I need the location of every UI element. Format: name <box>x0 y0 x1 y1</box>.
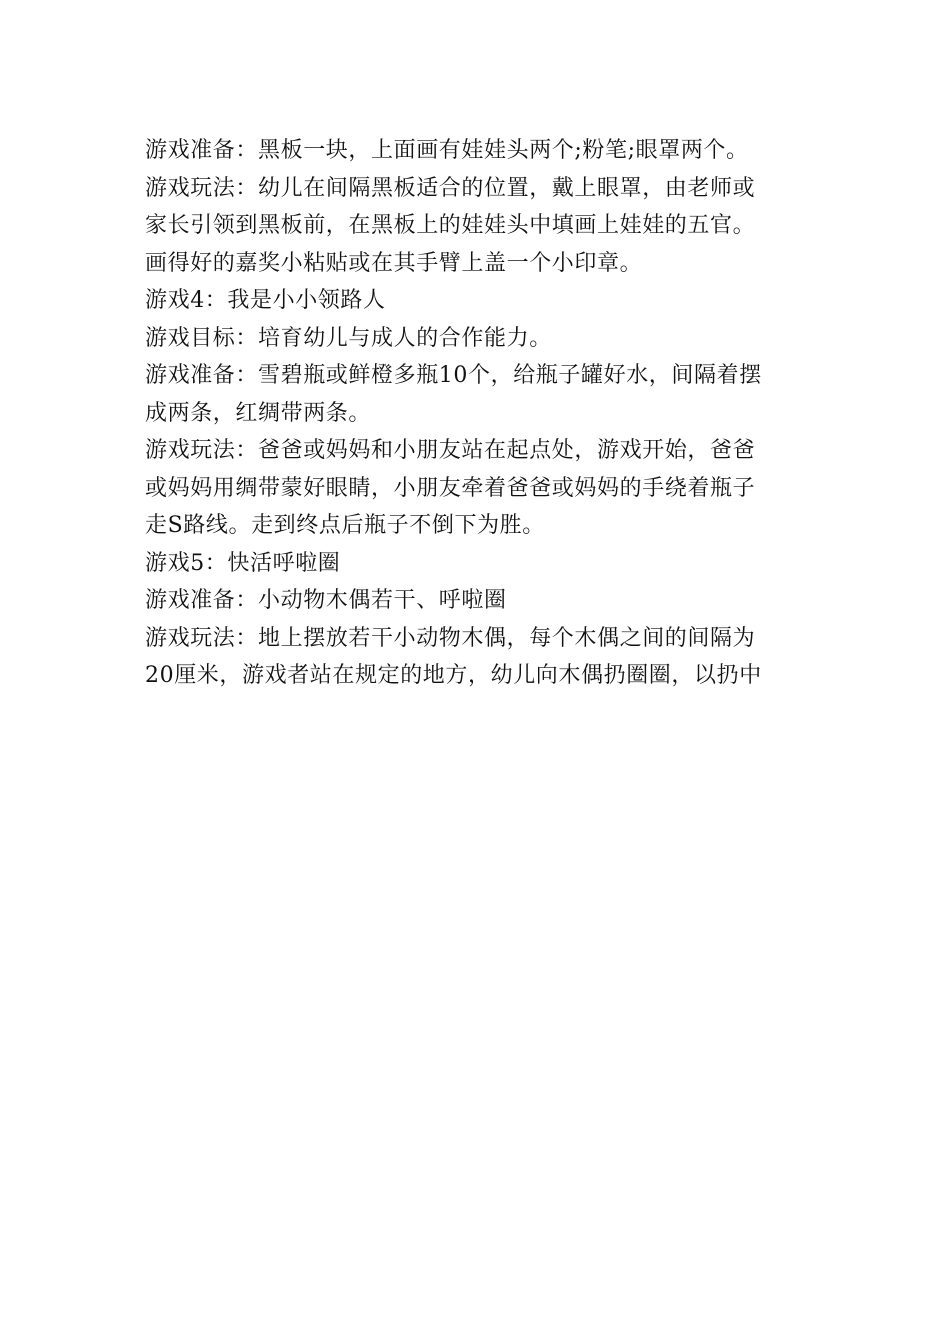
text-line: 游戏准备：小动物木偶若干、呼啦圈 <box>145 588 507 613</box>
text-line: 或妈妈用绸带蒙好眼睛，小朋友牵着爸爸或妈妈的手绕着瓶子 <box>145 475 756 501</box>
text-line: 画得好的嘉奖小粘贴或在其手臂上盖一个小印章。 <box>145 250 643 276</box>
document-body <box>145 132 810 695</box>
text-line: 20厘米，游戏者站在规定的地方，幼儿向木偶扔圈圈，以扔中 <box>145 663 762 688</box>
text-line: 家长引领到黑板前，在黑板上的娃娃头中填画上娃娃的五官。 <box>145 213 756 238</box>
section-heading: 游戏4：我是小小领路人 <box>145 288 386 313</box>
text-line: 游戏目标：培育幼儿与成人的合作能力。 <box>145 325 552 351</box>
text-line: 游戏准备：黑板一块，上面画有娃娃头两个;粉笔;眼罩两个。 <box>145 138 749 163</box>
text-line: 成两条，红绸带两条。 <box>145 400 372 426</box>
section-heading: 游戏5：快活呼啦圈 <box>145 550 341 576</box>
text-line: 走S路线。走到终点后瓶子不倒下为胜。 <box>145 513 545 538</box>
text-line: 游戏玩法：地上摆放若干小动物木偶，每个木偶之间的间隔为 <box>145 625 756 651</box>
text-line: 游戏准备：雪碧瓶或鲜橙多瓶10个，给瓶子罐好水，间隔着摆 <box>145 363 762 388</box>
text-line: 游戏玩法：爸爸或妈妈和小朋友站在起点处，游戏开始，爸爸 <box>145 438 756 463</box>
text-line: 游戏玩法：幼儿在间隔黑板适合的位置，戴上眼罩，由老师或 <box>145 175 756 201</box>
